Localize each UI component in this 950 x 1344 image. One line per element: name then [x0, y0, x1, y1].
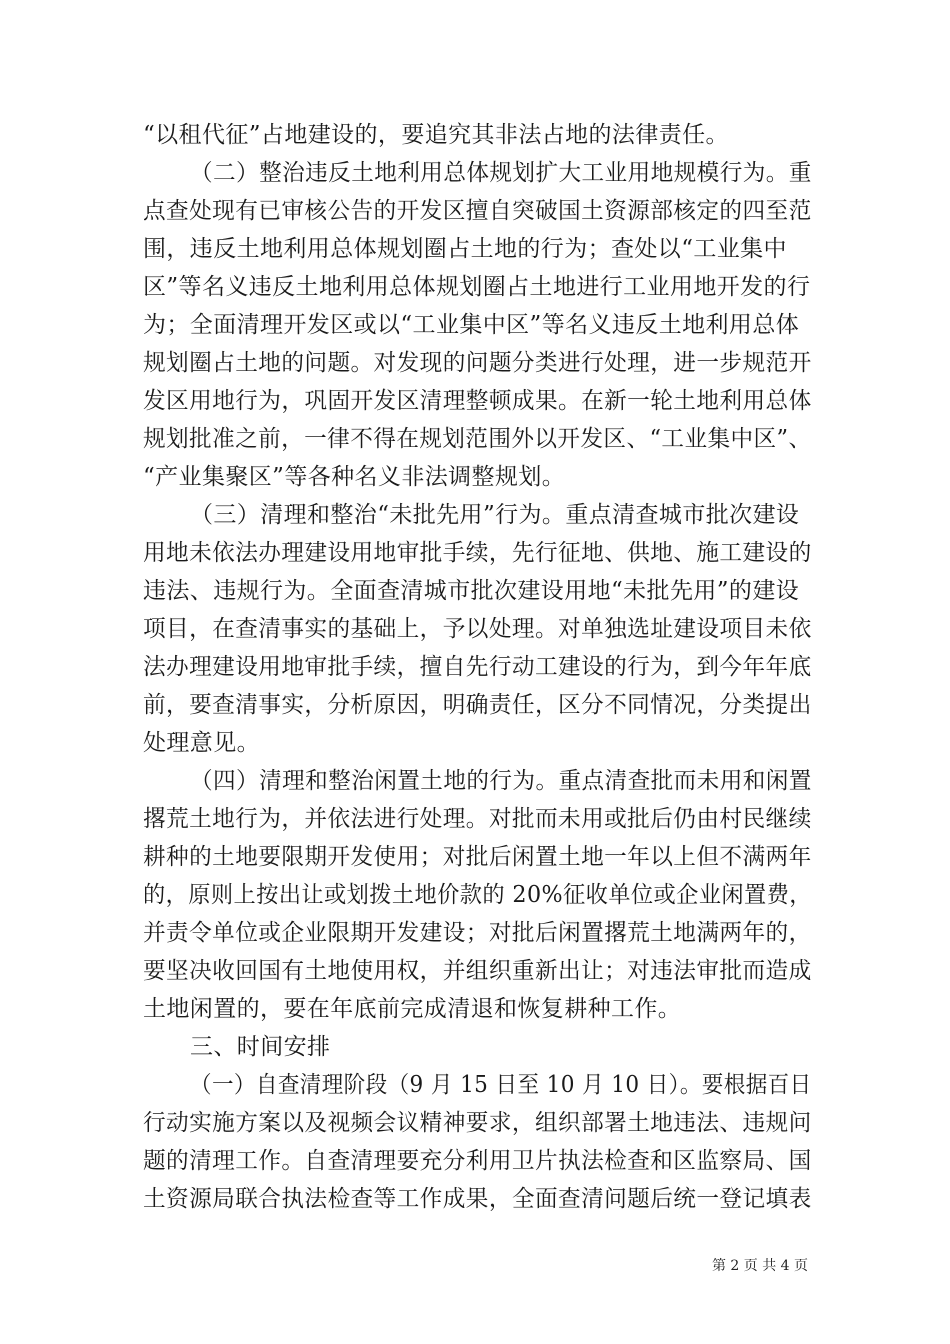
body-text-line: 法办理建设用地审批手续，擅自先行动工建设的行为，到今年年底	[143, 654, 812, 680]
body-text-line: “以租代征”占地建设的，要追究其非法占地的法律责任。	[143, 122, 729, 148]
body-text-line: 前，要查清事实，分析原因，明确责任，区分不同情况，分类提出	[143, 692, 812, 718]
body-text-line: 项目，在查清事实的基础上，予以处理。对单独选址建设项目未依	[143, 616, 812, 642]
section-heading-2: （二）整治违反土地利用总体规划扩大工业用地规模行为。重	[190, 160, 812, 186]
body-text-line: 并责令单位或企业限期开发建设；对批后闲置撂荒土地满两年的，	[143, 920, 812, 946]
body-text-line: 发区用地行为，巩固开发区清理整顿成果。在新一轮土地利用总体	[143, 388, 812, 414]
body-text-line: “产业集聚区”等各种名义非法调整规划。	[143, 464, 566, 490]
section-heading-4: （四）清理和整治闲置土地的行为。重点清查批而未用和闲置	[190, 768, 812, 794]
body-text-line: 区”等名义违反土地利用总体规划圈占土地进行工业用地开发的行	[143, 274, 811, 300]
body-text-line: 土资源局联合执法检查等工作成果，全面查清问题后统一登记填表	[143, 1186, 812, 1212]
body-text-line: 规划批准之前，一律不得在规划范围外以开发区、“工业集中区”、	[143, 426, 812, 452]
body-text-line: 题的清理工作。自查清理要充分利用卫片执法检查和区监察局、国	[143, 1148, 812, 1174]
body-text-line: 耕种的土地要限期开发使用；对批后闲置土地一年以上但不满两年	[143, 844, 812, 870]
body-text-line: 的，原则上按出让或划拨土地价款的 20%征收单位或企业闲置费，	[143, 882, 812, 908]
body-text-line: 要坚决收回国有土地使用权，并组织重新出让；对违法审批而造成	[143, 958, 812, 984]
section-heading-1: （一）自查清理阶段（9 月 15 日至 10 月 10 日）。要根据百日	[190, 1072, 812, 1098]
body-text-line: 撂荒土地行为，并依法进行处理。对批而未用或批后仍由村民继续	[143, 806, 812, 832]
chapter-heading: 三、时间安排	[190, 1034, 331, 1060]
body-text-line: 处理意见。	[143, 730, 260, 756]
section-heading-3: （三）清理和整治“未批先用”行为。重点清查城市批次建设	[190, 502, 800, 528]
body-text-line: 行动实施方案以及视频会议精神要求，组织部署土地违法、违规问	[143, 1110, 812, 1136]
body-text-line: 违法、违规行为。全面查清城市批次建设用地“未批先用”的建设	[143, 578, 800, 604]
body-text-line: 用地未依法办理建设用地审批手续，先行征地、供地、施工建设的	[143, 540, 812, 566]
body-text-line: 点查处现有已审核公告的开发区擅自突破国土资源部核定的四至范	[143, 198, 812, 224]
body-text-line: 为；全面清理开发区或以“工业集中区”等名义违反土地利用总体	[143, 312, 800, 338]
page-number: 第 2 页 共 4 页	[711, 1258, 809, 1274]
body-text-line: 土地闲置的，要在年底前完成清退和恢复耕种工作。	[143, 996, 682, 1022]
body-text-line: 围，违反土地利用总体规划圈占土地的行为；查处以“工业集中	[143, 236, 787, 262]
body-text-line: 规划圈占土地的问题。对发现的问题分类进行处理，进一步规范开	[143, 350, 812, 376]
